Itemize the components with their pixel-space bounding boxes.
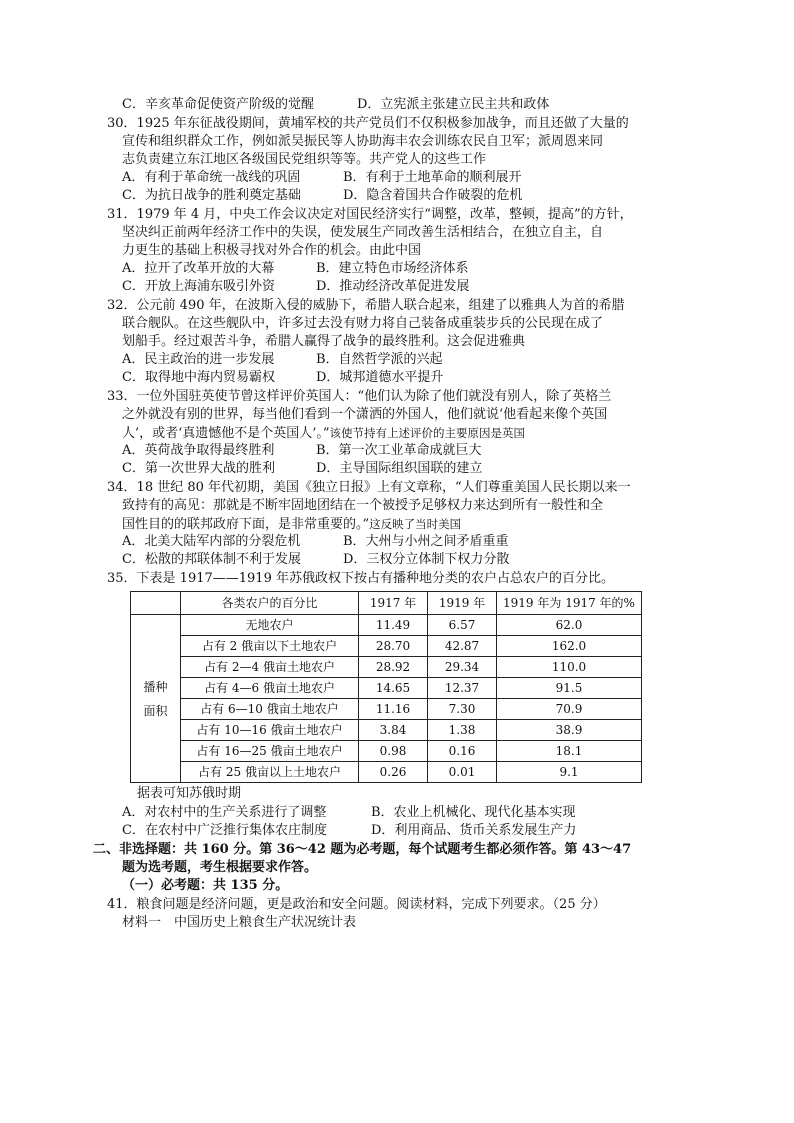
table-cell: 28.92 [359,657,428,678]
table-row [131,657,642,678]
q34-question: 这反映了当时美国 [369,517,462,531]
q30-option-c: C．为抗日战争的胜利奠定基础 [122,188,301,203]
q30-option-a: A．有利于革命统一战线的巩固 [122,170,301,185]
table-row [131,636,642,657]
q41-stem: 41．粮食问题是经济问题，更是政治和安全问题。阅读材料，完成下列要求。（25 分） [107,897,606,912]
q41-material-title: 材料一 中国历史上粮食生产状况统计表 [122,915,357,930]
table-cell: 占有 25 俄亩以上土地农户 [181,762,359,783]
q31-stem-line: 31．1979 年 4 月，中央工作会议决定对国民经济实行“调整，改革，整顿，提高”的方针， [107,207,633,222]
table-cell: 占有 6—10 俄亩土地农户 [181,699,359,720]
q32-stem-line: 联合舰队。在这些舰队中，许多过去没有财力将自己装备成重装步兵的公民现在成了 [122,316,604,331]
table-row [131,762,642,783]
table-cell: 28.70 [359,636,428,657]
q34-option-c: C．松散的邦联体制不利于发展 [122,552,301,567]
q34-stem-line [122,515,461,534]
table-header-cell: 1919 年 [428,592,497,615]
table-cell: 12.37 [428,678,497,699]
q35-intro: 35．下表是 1917——1919 年苏俄政权下按占有播种地分类的农户占总农户的百分比。 [107,571,614,586]
q35-data-table [130,591,642,783]
q32-stem-line: 划船手。经过艰苦斗争，希腊人赢得了战争的最终胜利。这会促进雅典 [122,334,526,349]
table-row [131,615,642,636]
q35-option-a: A．对农村中的生产关系进行了调整 [122,805,327,820]
q31-option-c: C．开放上海浦东吸引外资 [122,279,275,294]
q32-option-c: C．取得地中海内贸易霸权 [122,370,275,385]
table-row [131,741,642,762]
group-label-line: 面积 [143,703,168,718]
table-cell: 9.1 [497,762,642,783]
q32-stem-line: 32．公元前 490 年，在波斯入侵的威胁下，希腊人联合起来，组建了以雅典人为首的希腊 [107,298,625,313]
table-cell: 162.0 [497,636,642,657]
q30-stem-line: 30．1925 年东征战役期间，黄埔军校的共产党员们不仅积极参加战争，而且还做了大量的 [107,116,629,131]
table-header-blank [131,592,181,615]
q34-stem-line: 34．18 世纪 80 年代初期，美国《独立日报》上有文章称，“人们尊重美国人民长期以来一 [107,480,631,495]
q34-option-b: B．大州与小州之间矛盾重重 [343,534,509,549]
table-cell: 3.84 [359,720,428,741]
section2-heading: 二、非选择题：共 160 分。第 36～42 题为必考题，每个试题考生都必须作答。第 43～47 [93,842,632,857]
table-cell: 无地农户 [181,615,359,636]
table-cell: 11.49 [359,615,428,636]
q35-after: 据表可知苏俄时期 [137,786,242,801]
table-row [131,699,642,720]
table-row [131,720,642,741]
q30-option-d: D．隐含着国共合作破裂的危机 [343,188,523,203]
table-header-cell: 1917 年 [359,592,428,615]
table-cell: 0.16 [428,741,497,762]
q31-option-d: D．推动经济改革促进发展 [316,279,470,294]
table-cell: 占有 10—16 俄亩土地农户 [181,720,359,741]
q33-option-d: D．主导国际组织国联的建立 [316,461,483,476]
table-header-row [131,592,642,615]
table-cell: 11.16 [359,699,428,720]
q32-option-b: B．自然哲学派的兴起 [316,352,443,367]
table-cell: 14.65 [359,678,428,699]
q33-stem-line [122,424,525,443]
table-cell: 62.0 [497,615,642,636]
table-cell: 110.0 [497,657,642,678]
table-cell: 70.9 [497,699,642,720]
q33-stem-line: 33．一位外国驻英使节曾这样评价英国人：“他们认为除了他们就没有别人，除了英格兰 [107,389,612,404]
table-cell: 占有 16—25 俄亩土地农户 [181,741,359,762]
q30-option-b: B．有利于土地革命的顺利展开 [343,170,522,185]
q30-stem-line: 宣传和组织群众工作，例如派吴振民等人协助海丰农会训练农民自卫军；派周恩来同 [122,134,604,149]
q33-stem-line: 之外就没有别的世界，每当他们看到一个潇洒的外国人，他们就说‘他看起来像个英国 [122,407,608,422]
table-cell: 18.1 [497,741,642,762]
q34-stem-line: 致持有的高见：那就是不断牢固地团结在一个被授予足够权力来达到所有一般性和全 [122,498,604,513]
q34-quote-end: 国性目的的联邦政府下面，是非常重要的。” [122,517,370,532]
table-cell: 占有 2—4 俄亩土地农户 [181,657,359,678]
q31-stem-line: 力更生的基础上积极寻找对外合作的机会。由此中国 [122,243,422,258]
table-cell: 0.01 [428,762,497,783]
table-row [131,678,642,699]
q32-option-a: A．民主政治的进一步发展 [122,352,275,367]
table-cell: 1.38 [428,720,497,741]
q32-option-d: D．城邦道德水平提升 [316,370,444,385]
table-header-cell: 各类农户的百分比 [181,592,359,615]
section2-heading-cont: 题为选考题，考生根据要求作答。 [122,860,318,875]
q35-option-d: D．利用商品、货币关系发展生产力 [371,823,577,838]
table-cell: 29.34 [428,657,497,678]
table-cell: 0.26 [359,762,428,783]
q33-quote-end: 人’，或者‘真遗憾他不是个英国人’。” [122,426,330,441]
table-cell: 7.30 [428,699,497,720]
q35-option-b: B．农业上机械化、现代化基本实现 [371,805,576,820]
q31-stem-line: 坚决纠正前两年经济工作中的失误，使发展生产同改善生活相结合，在独立自主，自 [122,225,604,240]
table-cell: 42.87 [428,636,497,657]
q31-option-a: A．拉开了改革开放的大幕 [122,261,275,276]
q33-option-b: B．第一次工业革命成就巨大 [316,443,482,458]
table-header-cell: 1919 年为 1917 年的% [497,592,642,615]
table-cell: 91.5 [497,678,642,699]
q29-option-d: D．立宪派主张建立民主共和政体 [357,97,550,112]
section2-subheading: （一）必考题：共 135 分。 [122,878,289,893]
q33-question: 该使节持有上述评价的主要原因是英国 [329,426,526,440]
q30-stem-line: 志负责建立东江地区各级国民党组织等等。共产党人的这些工作 [122,152,487,167]
q31-option-b: B．建立特色市场经济体系 [316,261,469,276]
table-group-label [131,615,181,783]
table-cell: 6.57 [428,615,497,636]
q33-option-a: A．英荷战争取得最终胜利 [122,443,275,458]
q34-option-a: A．北美大陆军内部的分裂危机 [122,534,301,549]
q33-option-c: C．第一次世界大战的胜利 [122,461,275,476]
table-cell: 38.9 [497,720,642,741]
table-cell: 0.98 [359,741,428,762]
table-cell: 占有 2 俄亩以下土地农户 [181,636,359,657]
table-cell: 占有 4—6 俄亩土地农户 [181,678,359,699]
q34-option-d: D．三权分立体制下权力分散 [343,552,510,567]
q35-option-c: C．在农村中广泛推行集体农庄制度 [122,823,327,838]
q29-option-c: C．辛亥革命促使资产阶级的觉醒 [122,97,314,112]
group-label-line: 播种 [143,679,168,694]
